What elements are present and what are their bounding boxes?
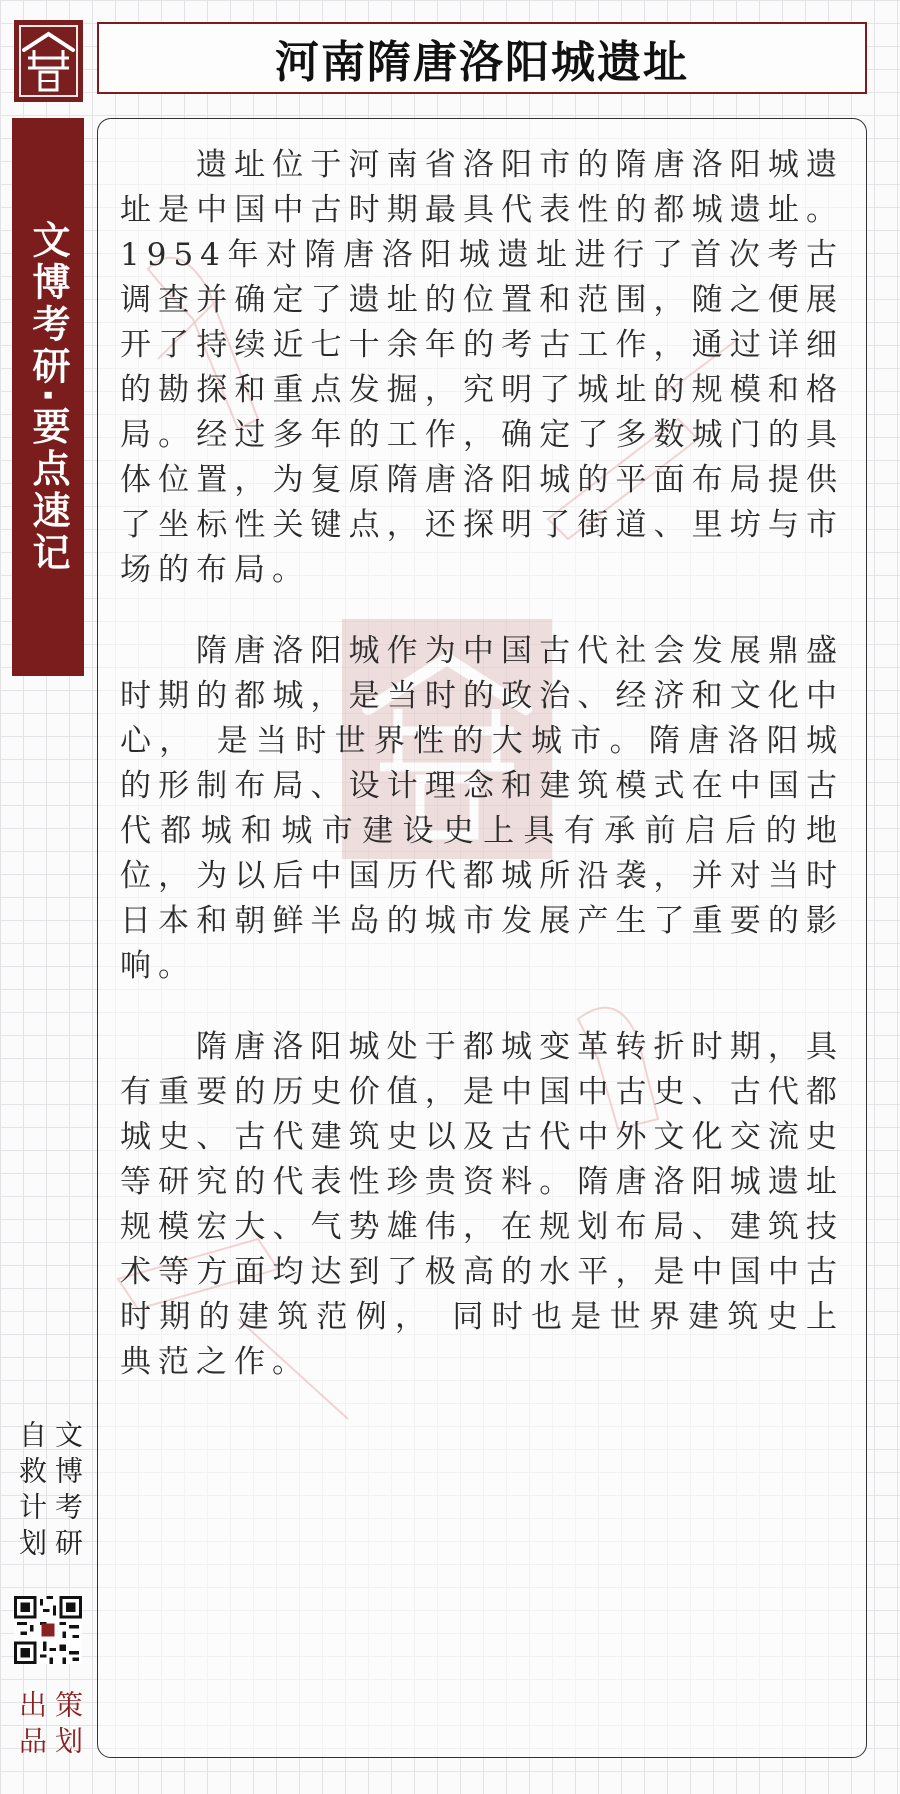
- article-body: [120, 143, 844, 1421]
- page-title: 河南隋唐洛阳城遗址: [275, 37, 689, 88]
- produce-col-1: 策划: [51, 1690, 84, 1762]
- pavilion-icon: [14, 20, 83, 102]
- credit-col-2: 自救计划: [15, 1420, 48, 1564]
- producer-credit: [14, 1690, 84, 1770]
- paragraph-1: 遗址位于河南省洛阳市的隋唐洛阳城遗址是中国中古时期最具代表性的都城遗址。1954年对隋唐洛阳城遗址进行了首次考古调查并确定了遗址的位置和范围，随之便展开了持续近七十余年的考古工作，通过详细的勘探和重点发掘，究明了城址的规模和格局。经过多年的工作，确定了多数城门的具体位置，为复原隋唐洛阳城的平面布局提供了坐标性关键点，还探明了街道、里坊与市场的布局。: [120, 147, 844, 588]
- paragraph-2: 隋唐洛阳城作为中国古代社会发展鼎盛时期的都城，是当时的政治、经济和文化中心， 是当时世界性的大城市。隋唐洛阳城的形制布局、设计理念和建筑模式在中国古代都城和城市建设史上具有承前启后的地位，为以后中国历代都城所沿袭，并对当时日本和朝鲜半岛的城市发展产生了重要的影响。: [120, 633, 844, 984]
- qr-code-icon: [14, 1596, 82, 1664]
- left-credit-note: [14, 1420, 84, 1570]
- credit-col-1: 文博考研: [51, 1420, 84, 1564]
- qr-code-graphic: [14, 1596, 82, 1664]
- produce-col-2: 出品: [15, 1690, 48, 1762]
- content-panel: [97, 118, 867, 1758]
- side-banner-text: 文博考研·要点速记: [26, 219, 70, 575]
- side-banner: [12, 118, 84, 676]
- paragraph-3: 隋唐洛阳城处于都城变革转折时期，具有重要的历史价值，是中国中古史、古代都城史、古代建筑史以及古代中外文化交流史等研究的代表性珍贵资料。隋唐洛阳城遗址规模宏大、气势雄伟，在规划布局、建筑技术等方面均达到了极高的水平，是中国中古时期的建筑范例， 同时也是世界建筑史上典范之作。: [120, 1029, 844, 1380]
- title-box: [97, 22, 867, 94]
- pavilion-logo-icon: [14, 20, 83, 102]
